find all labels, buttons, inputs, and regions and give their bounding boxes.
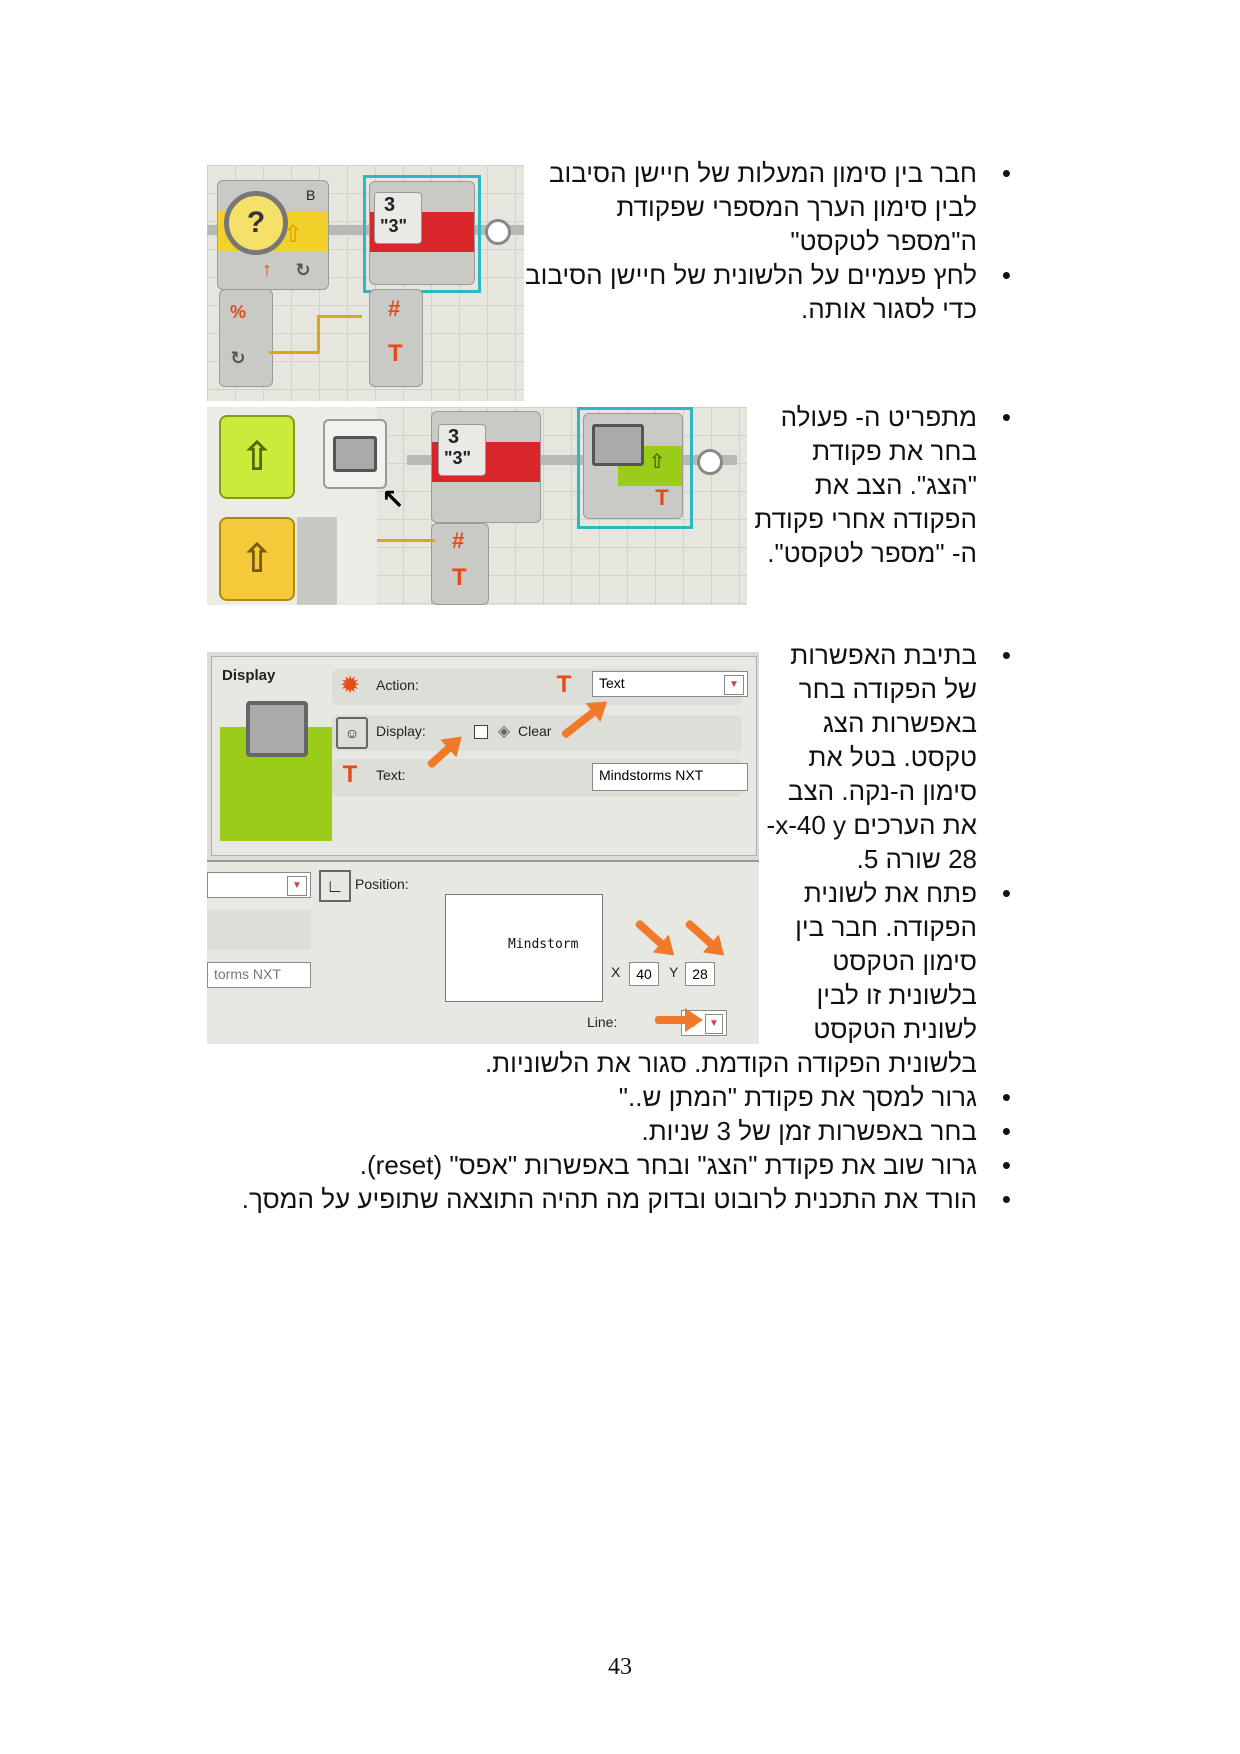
instruction-line: הפקודה. חבר בין [795,912,977,942]
clear-label: Clear [518,723,552,739]
instructions-section-1 [455,156,1015,326]
page-number: 43 [608,1654,632,1680]
up-arrow-icon: ⇧ [282,220,304,248]
instruction-line: סימון הטקסט [832,946,977,976]
instruction-item [215,1148,1015,1182]
palette-divider [297,517,337,605]
convert-top-value: 3 [448,426,460,448]
convert-bottom-value: "3" [444,448,472,468]
direction-arrow-icon: ↑ [262,258,272,281]
up-arrow-icon: ⇧ [648,450,666,473]
palette-action-block-icon[interactable]: ⇧ [219,517,295,601]
instruction-line: • לחץ פעמיים על הלשונית של חיישן הסיבוב [525,260,977,290]
number-plug-icon: # [452,528,465,553]
data-wire [269,351,319,354]
number-to-text-block[interactable] [431,411,541,523]
degrees-icon: ↻ [295,259,311,280]
action-burst-icon: ✹ [339,671,361,699]
text-icon: T [556,671,572,698]
rotation-icon: ? [224,191,288,255]
instruction-line: • הורד את התכנית לרובוט ובדוק מה תהיה התוצאה שתופיע על המסך. [241,1184,977,1214]
instruction-item [215,1182,1015,1216]
instruction-line: • בתיבת האפשרות [790,640,977,670]
y-value: 28 [692,966,708,982]
line-label: Line: [587,1014,618,1030]
instruction-line: הפקודה אחרי פקודת [754,504,977,534]
sequence-beam-end [697,449,723,475]
instruction-item [455,258,1015,326]
chevron-down-icon[interactable]: ▼ [705,1014,723,1034]
chevron-down-icon[interactable]: ▼ [287,876,307,896]
instruction-item [455,156,1015,258]
number-to-text-hub[interactable] [431,523,489,605]
text-plug-icon: T [388,340,403,367]
left-text-value: torms NXT [214,966,281,982]
instruction-line: סימון ה-נקה. הצב [787,776,977,806]
palette-move-block-icon[interactable]: ⇧ [219,415,295,499]
mouse-cursor-icon: ↖ [381,483,405,515]
convert-top-value: 3 [384,194,396,216]
data-wire [317,315,362,318]
instruction-line: באפשרות הצג [822,708,977,738]
instruction-item [215,876,1015,1080]
reset-icon: % [229,301,246,322]
position-label: Position: [355,876,409,892]
rotation-data-hub[interactable] [219,289,273,387]
x-label: X [611,964,621,980]
instruction-line: של הפקודה בחר [798,674,977,704]
instruction-line: • פתח את לשונית [803,878,977,908]
instruction-item [215,638,1015,876]
eraser-icon: ◈ [497,723,511,740]
panel-title: Display [222,667,276,684]
display-label: Display: [376,723,426,739]
preview-text: Mindstorm [508,937,579,952]
instruction-line: • חבר בין סימון המעלות של חיישן הסיבוב [548,158,977,188]
instruction-line: טקסט. בטל את [808,742,977,772]
display-icon: ☺ [336,717,368,749]
action-label: Action: [376,677,419,693]
instruction-line: כדי לסגור אותה. [801,294,977,324]
instruction-line: לבין סימון הערך המספרי שפקודת [616,192,977,222]
instruction-line: ה- "מספר לטקסט". [767,538,977,568]
instruction-line: • גרור למסך את פקודת "המתן ש.." [618,1082,977,1112]
number-plug-icon: # [388,296,401,321]
instruction-line: בלשונית זו לבין [816,980,977,1010]
degrees-plug-icon: ↻ [230,347,246,368]
instruction-line: בלשונית הפקודה הקודמת. סגור את הלשוניות. [484,1048,977,1078]
instruction-line: 28 שורה 5. [856,844,977,874]
chevron-down-icon[interactable]: ▼ [724,675,744,695]
y-label: Y [669,964,679,980]
text-plug-icon: T [452,564,467,591]
position-icon: ∟ [319,870,351,902]
instruction-line: בחר את פקודת [812,436,977,466]
nxt-program-screenshot-2 [207,407,747,605]
port-label: B [306,187,316,203]
instruction-line: • מתפריט ה- פעולה [780,402,977,432]
x-value: 40 [636,966,652,982]
instruction-item [215,1080,1015,1114]
instructions-section-2 [735,400,1015,570]
rotation-sensor-block[interactable] [217,180,329,290]
instruction-line: לשונית הטקסט [813,1014,977,1044]
number-to-text-hub[interactable] [369,289,423,387]
text-plug-icon: T [655,485,669,510]
action-select-value: Text [599,675,625,691]
instructions-section-3 [215,638,1015,1216]
text-input-value: Mindstorms NXT [599,767,704,783]
instruction-line: את הערכים x-40 y- [766,810,977,840]
data-wire [317,315,320,353]
palette-display-block-icon[interactable] [323,419,387,489]
instruction-line: • גרור שוב את פקודת "הצג" ובחר באפשרות "אפס" (reset). [359,1150,977,1180]
instruction-item [215,1114,1015,1148]
data-wire [377,539,435,542]
instruction-line: ה"מספר לטקסט" [790,226,977,256]
display-block[interactable] [583,413,683,519]
convert-bottom-value: "3" [380,216,408,236]
instruction-line: "הצג". הצב את [814,470,977,500]
instruction-line: • בחר באפשרות זמן של 3 שניות. [641,1116,977,1146]
text-label: Text: [376,767,406,783]
instruction-item [735,400,1015,570]
text-icon: T [342,761,358,788]
